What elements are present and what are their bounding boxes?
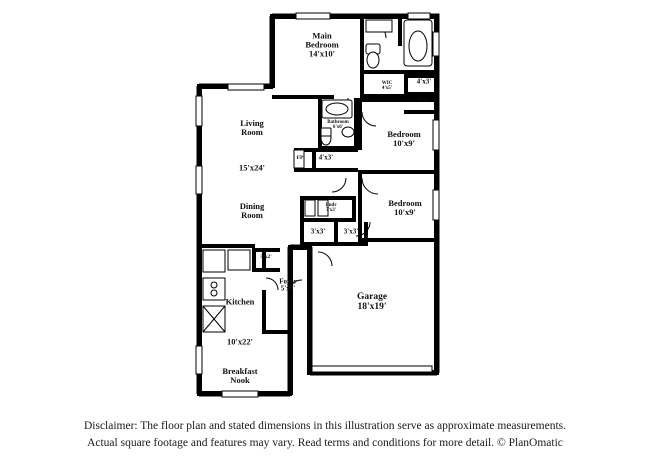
room-dim-foyer: 5'x9' [280, 285, 296, 293]
room-dim-wic: 4'x5' [381, 86, 393, 91]
room-dim-garage: 18'x19' [357, 302, 387, 312]
disclaimer-line-1: Disclaimer: The floor plan and stated dimensions in this illustration serve as approximate measurements. [83, 420, 567, 432]
room-name-bedroom-2: Bedroom [387, 129, 421, 140]
room-name-garage: Garage [356, 292, 388, 303]
room-dim-closet-4x3-top: 4'x3' [416, 77, 432, 86]
room-dim-closet-3x3-left: 3'x3' [310, 227, 326, 236]
room-name-laundry: Lndr [325, 202, 337, 208]
room-dim-bathroom: 6'x6' [332, 125, 344, 130]
room-dim-closet-3x2: 3'x2' [260, 254, 272, 261]
room-dim-bedroom-3: 10'x9' [394, 207, 416, 217]
disclaimer [0, 418, 650, 451]
room-name-kitchen: Kitchen [225, 296, 255, 307]
room-name-fireplace: FP [296, 155, 304, 162]
room-dim-closet-4x3-mid: 4'x3' [318, 153, 334, 162]
room-dim-bedroom-2: 10'x9' [393, 138, 415, 148]
room-dim-main-bedroom: 14'x10' [309, 48, 335, 59]
room-name-foyer: Foyer [279, 277, 297, 286]
room-dim-closet-3x3-right: 3'x3' [343, 227, 359, 236]
room-name-dining-room: Dining Room [239, 201, 265, 220]
room-name-main-bedroom: Main Bedroom [305, 30, 339, 50]
room-dim-living-room: 15'x24' [239, 162, 265, 173]
room-dim-laundry: 7'x3' [325, 208, 337, 213]
room-name-breakfast-nook: Breakfast Nook [222, 366, 258, 385]
room-dim-kitchen: 10'x22' [227, 336, 253, 347]
room-name-wic: WIC [381, 80, 393, 86]
room-name-bedroom-3: Bedroom [388, 198, 422, 209]
disclaimer-line-2: Actual square footage and features may vary. Read terms and conditions for more detail. © PlanOmatic [87, 436, 563, 449]
room-name-living-room: Living Room [240, 118, 264, 137]
room-dim-closet-4x2: 4'x2' [418, 97, 430, 104]
room-name-bathroom: Bathroom [327, 119, 349, 125]
